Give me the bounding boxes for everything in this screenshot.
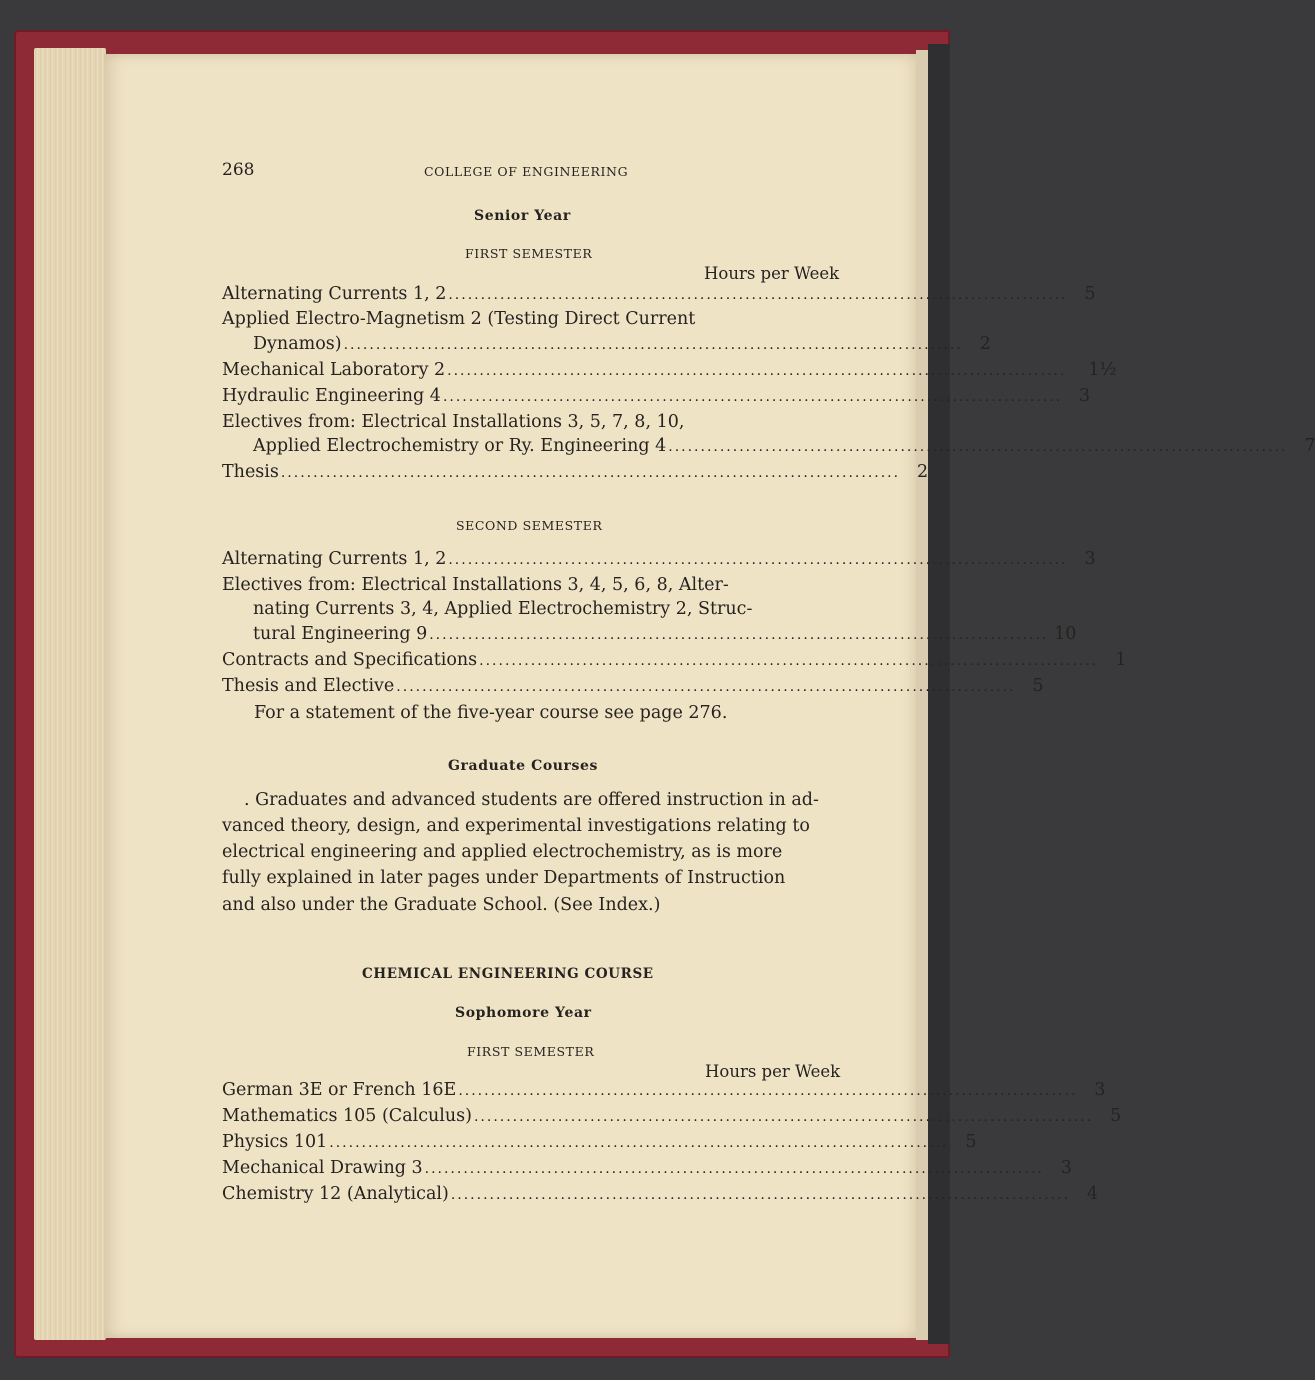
section-heading-chemical-engineering: CHEMICAL ENGINEERING COURSE: [362, 966, 654, 982]
page-number: 268: [222, 160, 255, 180]
course-label-line: Electives from: Electrical Installations 3, 4, 5, 6, 8, Alter-: [222, 575, 729, 595]
course-row: Alternating Currents 1, 2 ................................................................................................ 5: [222, 284, 1096, 304]
paragraph-line: fully explained in later pages under Departments of Instruction: [222, 868, 786, 888]
course-row: Alternating Currents 1, 2 ................................................................................................ 3: [222, 549, 1096, 569]
course-row: Physics 101 ................................................................................................ 5: [222, 1132, 977, 1152]
course-row: Dynamos) ................................................................................................ 2: [253, 334, 991, 354]
course-row: tural Engineering 9 ................................................................................................ 10: [253, 624, 1077, 644]
course-row: Mechanical Laboratory 2 ................................................................................................ 1½: [222, 360, 1117, 380]
first-semester-heading: FIRST SEMESTER: [467, 1044, 595, 1059]
section-heading-sophomore-year: Sophomore Year: [455, 1005, 592, 1021]
course-row: Mechanical Drawing 3 ................................................................................................ 3: [222, 1158, 1072, 1178]
section-heading-graduate-courses: Graduate Courses: [448, 758, 598, 774]
five-year-note: For a statement of the five-year course see page 276.: [254, 703, 728, 723]
course-row: Mathematics 105 (Calculus) ................................................................................................ 5: [222, 1106, 1122, 1126]
course-label-line: Applied Electro-Magnetism 2 (Testing Direct Current: [222, 309, 696, 329]
paragraph-line: and also under the Graduate School. (See Index.): [222, 895, 661, 915]
paragraph-line: vanced theory, design, and experimental investigations relating to: [222, 816, 810, 836]
hours-per-week-label: Hours per Week: [704, 264, 840, 283]
paragraph-line: electrical engineering and applied electrochemistry, as is more: [222, 842, 783, 862]
course-row: Contracts and Specifications ................................................................................................ 1: [222, 650, 1127, 670]
running-head: COLLEGE OF ENGINEERING: [424, 164, 629, 179]
hours-per-week-label: Hours per Week: [705, 1062, 841, 1081]
page-edges: [34, 48, 106, 1340]
course-row: Applied Electrochemistry or Ry. Engineering 4 ................................................................................................ 7: [253, 436, 1315, 456]
section-heading-senior-year: Senior Year: [474, 208, 571, 224]
course-row: Thesis ................................................................................................ 2: [222, 462, 929, 482]
course-label-line: Electives from: Electrical Installations 3, 5, 7, 8, 10,: [222, 412, 685, 432]
course-row: Thesis and Elective ................................................................................................ 5: [222, 676, 1044, 696]
course-label-line: nating Currents 3, 4, Applied Electrochemistry 2, Struc-: [253, 599, 753, 619]
first-semester-heading: FIRST SEMESTER: [465, 246, 593, 261]
course-row: German 3E or French 16E ................................................................................................ 3: [222, 1080, 1106, 1100]
course-row: Hydraulic Engineering 4 ................................................................................................ 3: [222, 386, 1091, 406]
course-row: Chemistry 12 (Analytical) ................................................................................................ 4: [222, 1184, 1099, 1204]
second-semester-heading: SECOND SEMESTER: [456, 518, 603, 533]
paragraph-line: . Graduates and advanced students are offered instruction in ad-: [244, 790, 819, 810]
